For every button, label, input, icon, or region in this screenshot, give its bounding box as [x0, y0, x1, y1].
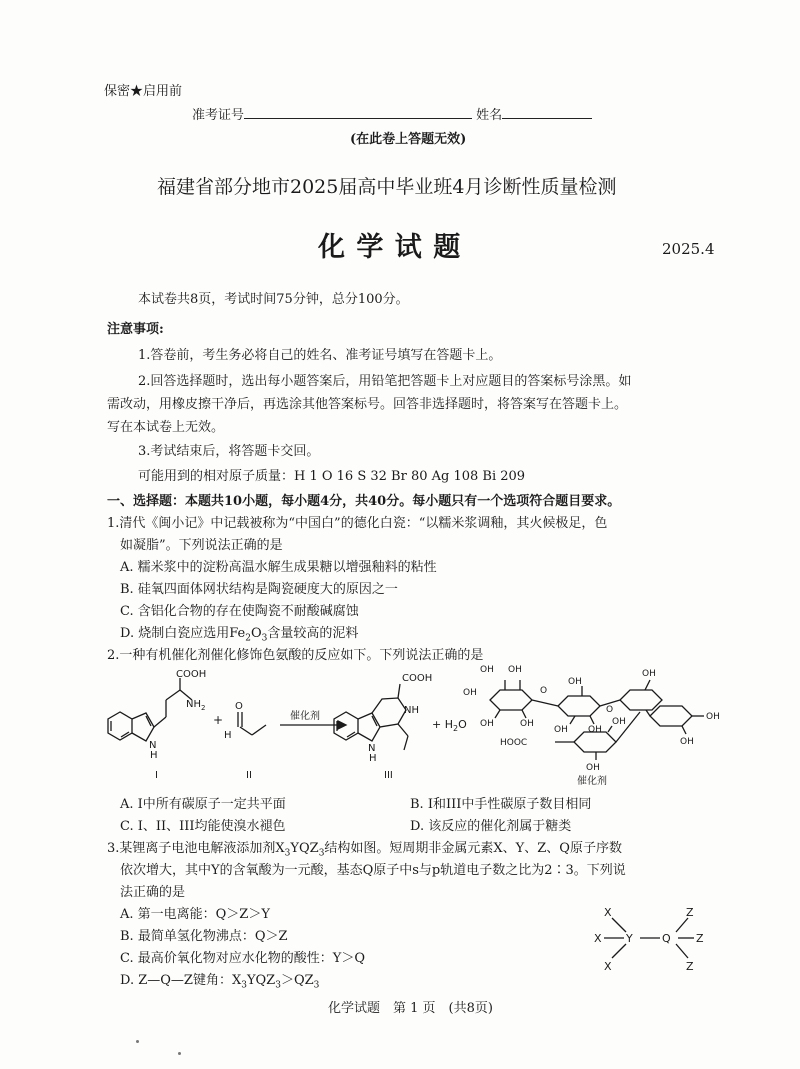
compound-iii-nh: NH [404, 705, 419, 716]
q3-atom-y: Y [626, 932, 633, 945]
sugar-oh-7: OH [554, 725, 568, 735]
notice-item-1: 1.答卷前，考生务必将自己的姓名、准考证号填写在答题卡上。 [138, 348, 502, 363]
q3-atom-z2: Z [696, 932, 704, 945]
sugar-oh-12: OH [612, 717, 626, 727]
label-iii: III [384, 770, 393, 781]
q1-option-c: C. 含铝化合物的存在使陶瓷不耐酸碱腐蚀 [120, 604, 359, 619]
q3-atom-x2: X [594, 932, 602, 945]
sugar-oh-8: OH [588, 725, 602, 735]
sugar-oh-4: OH [480, 719, 494, 729]
exam-date: 2025.4 [662, 240, 715, 258]
q2-option-a: A. I中所有碳原子一定共平面 [120, 797, 286, 812]
q3-atom-x3: X [604, 960, 612, 973]
notice-heading: 注意事项: [107, 322, 164, 337]
q1-stem-line2: 如凝脂”。下列说法正确的是 [120, 538, 283, 553]
scan-speck [178, 1052, 181, 1055]
compound-ii-o: O [235, 701, 243, 712]
sugar-o-link-2: O [606, 705, 614, 715]
q3-option-c: C. 最高价氧化物对应水化物的酸性：Y＞Q [120, 951, 365, 966]
q3-atom-z1: Z [686, 906, 694, 919]
answer-note: (在此卷上答题无效) [350, 132, 467, 147]
reaction-scheme [0, 660, 800, 792]
compound-iii-cooh: COOH [402, 673, 433, 684]
q1-option-a: A. 糯米浆中的淀粉高温水解生成果糖以增强釉料的粘性 [120, 560, 437, 575]
q2-option-c: C. I、II、III均能使溴水褪色 [120, 819, 286, 834]
q3-structure [580, 898, 720, 978]
water-product: + $H_2O$ [432, 718, 467, 733]
label-ii: II [246, 770, 252, 781]
sugar-oh-3: OH [463, 688, 477, 698]
name-field [502, 104, 592, 119]
name-label: 姓名 [476, 108, 503, 123]
sugar-oh-11: OH [680, 737, 694, 747]
sugar-oh-13: OH [586, 763, 600, 773]
q3-stem-line1: 3.某锂离子电池电解液添加剂$X_3YQZ_3$结构如图。短周期非金属元素X、Y、Z、Q原子序数 [107, 841, 622, 859]
sugar-oh-6: OH [568, 677, 582, 687]
notice-item-2-line1: 2.回答选择题时，选出每小题答案后，用铅笔把答题卡上对应题目的答案标号涂黑。如 [138, 374, 632, 389]
q2-stem: 2.一种有机催化剂催化修饰色氨酸的反应如下。下列说法正确的是 [107, 648, 484, 663]
q2-option-d: D. 该反应的催化剂属于糖类 [410, 819, 572, 834]
compound-iii-structure [334, 684, 408, 750]
compound-i-h: H [150, 750, 158, 761]
sugar-hooc: HOOC [500, 738, 528, 748]
compound-i-n: N [149, 740, 157, 751]
compound-i-structure [108, 678, 192, 741]
label-i: I [155, 770, 158, 781]
exam-number-label: 准考证号 [192, 108, 245, 123]
q3-atom-x1: X [604, 906, 612, 919]
page-footer: 化学试题 第 1 页 (共8页) [328, 1001, 493, 1016]
plus-sign-1: + [213, 713, 224, 727]
catalyst-above-arrow: 催化剂 [290, 711, 320, 722]
confidential-mark: 保密★启用前 [104, 84, 183, 99]
catalyst-label: 催化剂 [577, 776, 607, 787]
compound-i-nh2: $NH_2$ [186, 699, 206, 712]
sugar-oh-10: OH [706, 712, 720, 722]
compound-ii-structure [238, 712, 266, 735]
notice-item-2-line3: 写在本试卷上无效。 [107, 420, 225, 435]
q3-atom-z3: Z [686, 960, 694, 973]
compound-i-cooh: COOH [176, 669, 207, 680]
sugar-oh-2: OH [508, 665, 522, 675]
atomic-mass-line: 可能用到的相对原子质量：H 1 O 16 S 32 Br 80 Ag 108 Bi 209 [138, 469, 526, 484]
q3-stem-line3: 法正确的是 [120, 885, 186, 900]
q3-option-a: A. 第一电离能：Q＞Z＞Y [120, 907, 270, 922]
intro-text: 本试卷共8页，考试时间75分钟，总分100分。 [138, 292, 409, 307]
sugar-oh-1: OH [480, 665, 494, 675]
compound-iii-n: N [368, 743, 376, 754]
sugar-o-link-1: O [540, 686, 548, 696]
q1-option-d: D. 烧制白瓷应选用$Fe_2O_3$含量较高的泥料 [120, 626, 359, 644]
q2-option-b: B. I和III中手性碳原子数目相同 [410, 797, 592, 812]
compound-ii-h: H [224, 730, 232, 741]
sugar-oh-9: OH [642, 669, 656, 679]
exam-number-field [244, 104, 472, 119]
exam-title: 福建省部分地市2025届高中毕业班4月诊断性质量检测 [157, 176, 617, 198]
compound-iii-h: H [369, 753, 377, 764]
section-one-heading: 一、选择题：本题共10小题，每小题4分，共40分。每小题只有一个选项符合题目要求。 [107, 494, 621, 509]
q3-atom-q: Q [662, 932, 671, 945]
q3-stem-line2: 依次增大，其中Y的含氧酸为一元酸，基态Q原子中s与p轨道电子数之比为2∶3。下列说 [120, 863, 626, 878]
notice-item-3: 3.考试结束后，将答题卡交回。 [138, 444, 320, 459]
q3-option-b: B. 最简单氢化物沸点：Q＞Z [120, 929, 288, 944]
sugar-oh-5: OH [520, 719, 534, 729]
scan-speck [136, 1040, 139, 1043]
exam-number-row [192, 104, 592, 123]
notice-item-2-line2: 需改动，用橡皮擦干净后，再选涂其他答案标号。回答非选择题时，将答案写在答题卡上。 [107, 397, 628, 412]
q3-option-d: D. Z—Q—Z键角：$X_3YQZ_3>QZ_3$ [120, 973, 320, 991]
q1-stem-line1: 1.清代《闽小记》中记载被称为“中国白”的德化白瓷：“以糯米浆调釉，其火候极足，色 [107, 516, 608, 531]
q1-option-b: B. 硅氧四面体网状结构是陶瓷硬度大的原因之一 [120, 582, 398, 597]
subject-title: 化 学 试 题 [318, 232, 462, 263]
